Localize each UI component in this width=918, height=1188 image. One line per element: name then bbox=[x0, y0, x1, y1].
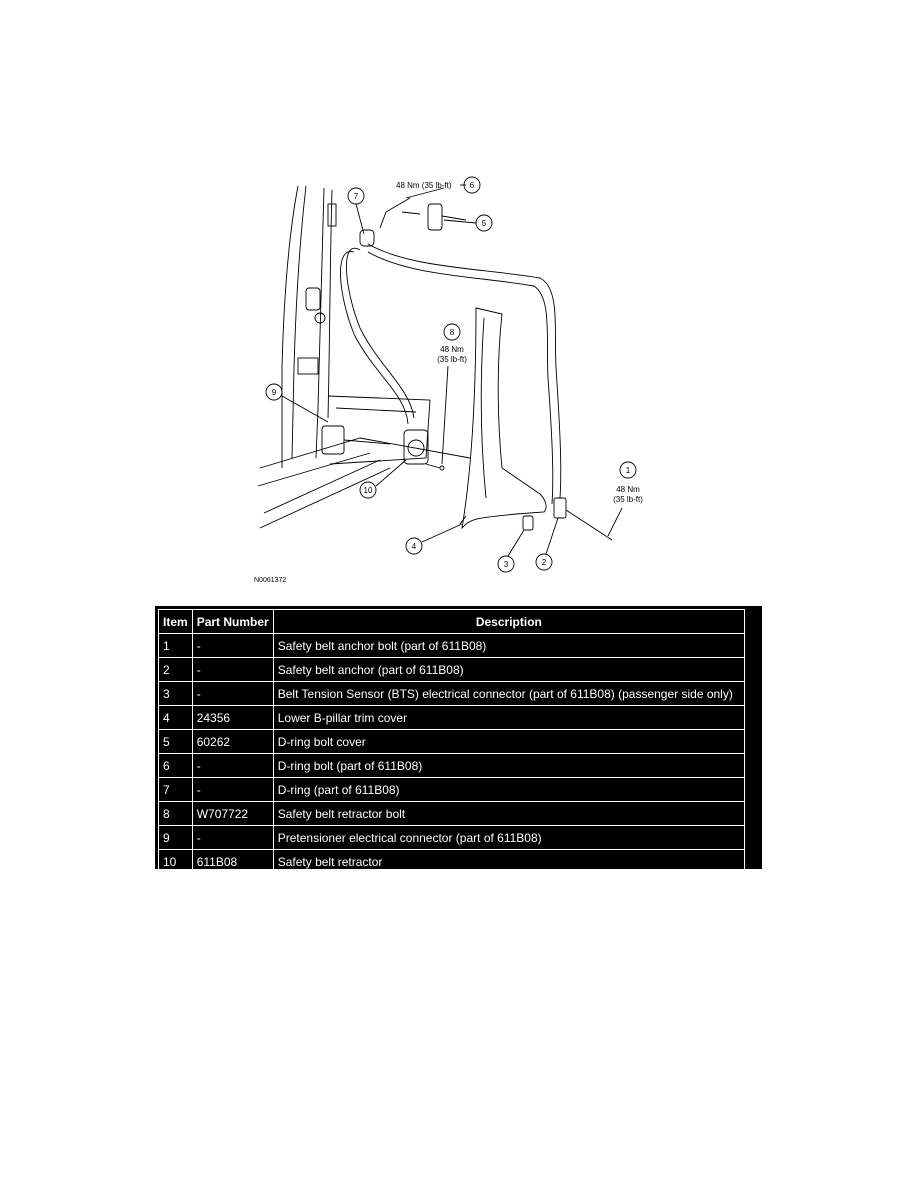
cell-part-number: - bbox=[192, 754, 273, 778]
svg-text:48 Nm (35 lb-ft): 48 Nm (35 lb-ft) bbox=[396, 181, 452, 190]
cell-description: Safety belt retractor bolt bbox=[273, 802, 744, 826]
svg-text:3: 3 bbox=[503, 560, 509, 569]
cell-item: 6 bbox=[159, 754, 193, 778]
cell-item: 2 bbox=[159, 658, 193, 682]
callout-8 bbox=[437, 324, 467, 464]
cell-item: 5 bbox=[159, 730, 193, 754]
svg-text:8: 8 bbox=[449, 328, 455, 337]
callout-1 bbox=[608, 462, 643, 536]
svg-text:10: 10 bbox=[363, 486, 373, 495]
table-row bbox=[159, 850, 745, 874]
callout-7 bbox=[348, 188, 364, 234]
svg-text:1: 1 bbox=[625, 466, 631, 475]
cell-part-number: 60262 bbox=[192, 730, 273, 754]
table-row bbox=[159, 706, 745, 730]
table-row bbox=[159, 778, 745, 802]
cell-item: 9 bbox=[159, 826, 193, 850]
cell-description: D-ring bolt (part of 611B08) bbox=[273, 754, 744, 778]
table-row bbox=[159, 634, 745, 658]
cell-part-number: - bbox=[192, 634, 273, 658]
parts-table bbox=[155, 606, 762, 869]
cell-description: Safety belt anchor (part of 611B08) bbox=[273, 658, 744, 682]
svg-text:48 Nm: 48 Nm bbox=[616, 485, 640, 494]
header-item: Item bbox=[159, 610, 193, 634]
cell-part-number: - bbox=[192, 826, 273, 850]
svg-text:2: 2 bbox=[541, 558, 547, 567]
cell-description: D-ring bolt cover bbox=[273, 730, 744, 754]
table-row bbox=[159, 682, 745, 706]
cell-description: Safety belt anchor bolt (part of 611B08) bbox=[273, 634, 744, 658]
b-pillar-trim-cover bbox=[462, 308, 546, 528]
anchor-and-connector bbox=[460, 498, 612, 540]
svg-text:9: 9 bbox=[271, 388, 277, 397]
safety-belt-exploded-diagram bbox=[240, 168, 660, 588]
svg-text:6: 6 bbox=[469, 181, 475, 190]
callout-2 bbox=[536, 518, 558, 570]
header-description: Description bbox=[273, 610, 744, 634]
svg-text:5: 5 bbox=[481, 219, 487, 228]
table-row bbox=[159, 826, 745, 850]
cell-part-number: - bbox=[192, 778, 273, 802]
svg-text:(35 lb-ft): (35 lb-ft) bbox=[613, 495, 643, 504]
table-header-row bbox=[159, 610, 745, 634]
cell-part-number: - bbox=[192, 682, 273, 706]
retractor-assembly bbox=[404, 430, 444, 470]
cell-item: 7 bbox=[159, 778, 193, 802]
callout-4 bbox=[406, 524, 462, 554]
cell-part-number: W707722 bbox=[192, 802, 273, 826]
cell-description: D-ring (part of 611B08) bbox=[273, 778, 744, 802]
cell-description: Pretensioner electrical connector (part of 611B08) bbox=[273, 826, 744, 850]
table-row bbox=[159, 658, 745, 682]
header-part-number: Part Number bbox=[192, 610, 273, 634]
svg-text:(35 lb-ft): (35 lb-ft) bbox=[437, 355, 467, 364]
table-row bbox=[159, 754, 745, 778]
cell-item: 1 bbox=[159, 634, 193, 658]
d-ring-hardware bbox=[360, 188, 466, 246]
cell-part-number: - bbox=[192, 658, 273, 682]
figure-id: N0061372 bbox=[254, 577, 287, 584]
cell-item: 8 bbox=[159, 802, 193, 826]
svg-text:7: 7 bbox=[353, 192, 359, 201]
cell-item: 3 bbox=[159, 682, 193, 706]
table-row bbox=[159, 730, 745, 754]
cell-description: Safety belt retractor bbox=[273, 850, 744, 874]
cell-item: 4 bbox=[159, 706, 193, 730]
cell-part-number: 24356 bbox=[192, 706, 273, 730]
table-row bbox=[159, 802, 745, 826]
cell-description: Lower B-pillar trim cover bbox=[273, 706, 744, 730]
cell-item: 10 bbox=[159, 850, 193, 874]
svg-text:4: 4 bbox=[411, 542, 417, 551]
callout-6 bbox=[396, 177, 480, 193]
svg-text:48 Nm: 48 Nm bbox=[440, 345, 464, 354]
callout-3 bbox=[498, 530, 524, 572]
cell-description: Belt Tension Sensor (BTS) electrical connector (part of 611B08) (passenger side only) bbox=[273, 682, 744, 706]
cell-part-number: 611B08 bbox=[192, 850, 273, 874]
